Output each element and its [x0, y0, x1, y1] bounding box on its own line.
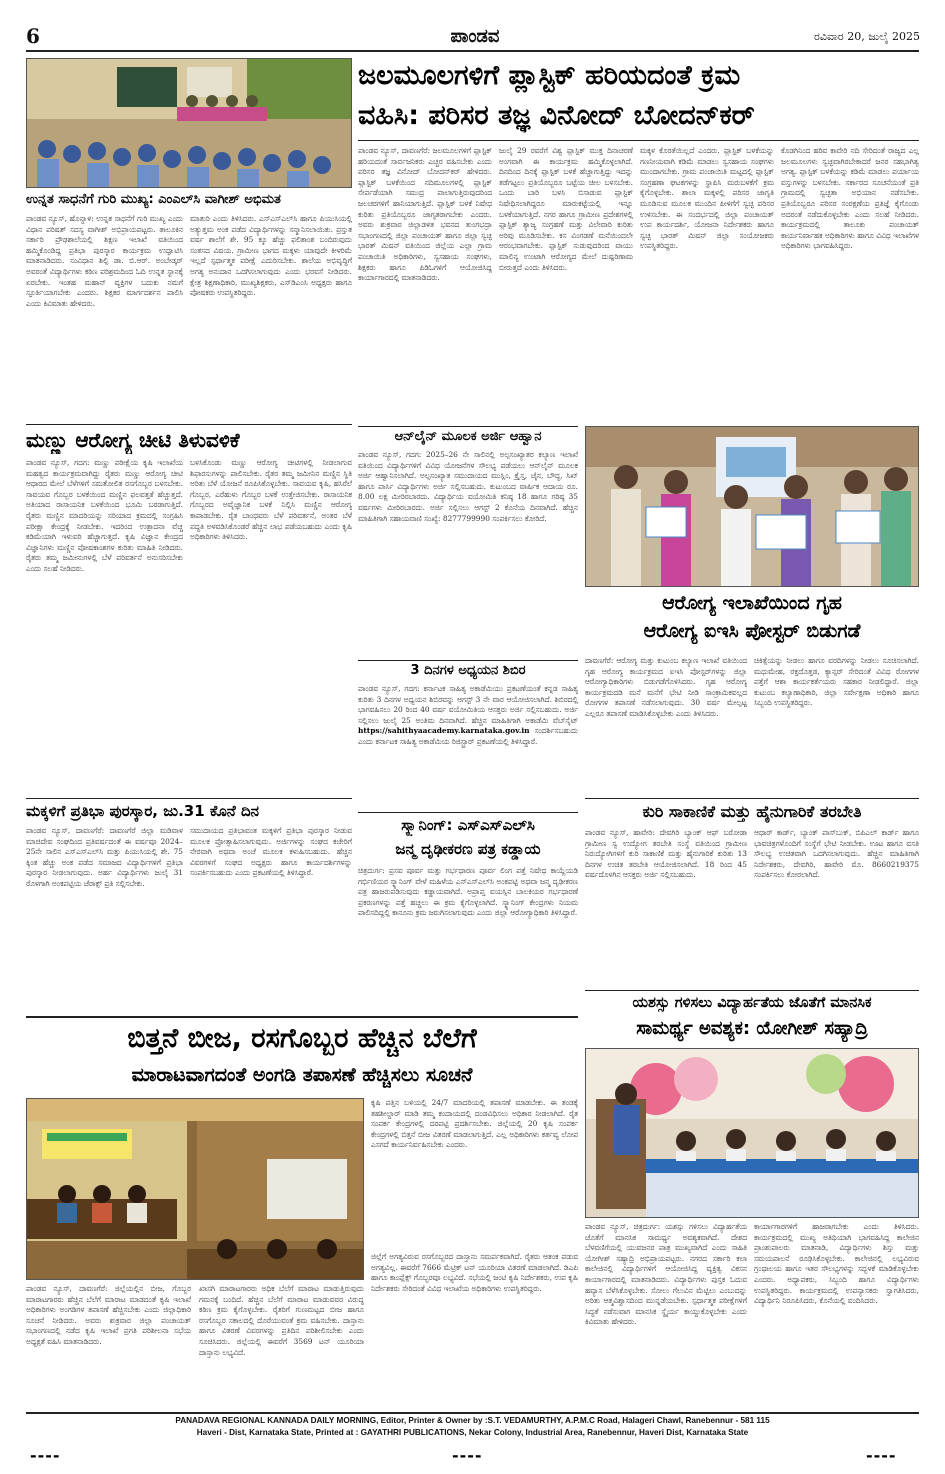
page-mark-left: ----: [30, 1446, 61, 1465]
school-event-illustration: [27, 59, 352, 188]
poultry-headline: ಕುರಿ ಸಾಕಾಣಿಕೆ ಮತ್ತು ಹೈನುಗಾರಿಕೆ ತರಬೇತಿ: [642, 802, 862, 821]
yogeesh-col-2: ಕಾರ್ಯಾಗಾರಗಳಿಗೆ ಹಾಜರಾಗಬೇಕು ಎಂದು ತಿಳಿಸಿದರು. ಕಾರ್ಯಕ್ರಮದಲ್ಲಿ ಮುಖ್ಯ ಅತಿಥಿಯಾಗಿ ಭಾಗವಹಿಸಿದ್ದ ಕಾಲೇಜಿನ ಪ್ರಾಂಶುಪಾಲರು ಮಾತನಾಡಿ, ವಿದ್ಯಾರ್ಥಿಗಳು ಶಿಸ್ತು ಮತ್ತು ಸಮಯಪಾಲನೆ ರೂಢಿಸಿಕೊಳ್ಳಬೇಕು. ಕಾಲೇಜಿನಲ್ಲಿ ಲಭ್ಯವಿರುವ ಗ್ರಂಥಾಲಯ ಹಾಗೂ ಇತರ ಸೌಲಭ್ಯಗಳನ್ನು ಸದ್ಬಳಕೆ ಮಾಡಿಕೊಳ್ಳಬೇಕು ಎಂದರು. ಅಧ್ಯಾಪಕರು, ಸಿಬ್ಬಂದಿ ಹಾಗೂ ವಿದ್ಯಾರ್ಥಿಗಳು ಉಪಸ್ಥಿತರಿದ್ದರು. ಕಾರ್ಯಕ್ರಮದಲ್ಲಿ ಉಪನ್ಯಾಸಕರು ಸ್ವಾಗತಿಸಿದರು, ವಿದ್ಯಾರ್ಥಿನಿ ನಿರೂಪಿಸಿದರು, ಕೊನೆಯಲ್ಲಿ ವಂದಿಸಿದರು.: [754, 1222, 919, 1306]
study-body: [358, 684, 578, 808]
online-headline: ಆನ್‌ಲೈನ್ ಮೂಲಕ ಅರ್ಜಿ ಆಹ್ವಾನ: [394, 429, 542, 444]
health-headline-line1: ಆರೋಗ್ಯ ಇಲಾಖೆಯಿಂದ ಗೃಹ: [662, 592, 842, 614]
plastic-col-3: ಮಕ್ಕಳ ಕೊರತೆಯಿಲ್ಲದೆ ಎಂದರು. ಪ್ಲಾಸ್ಟಿಕ್ ಬಳಕೆಯನ್ನು ಗಣನೀಯವಾಗಿ ಕಡಿಮೆ ಮಾಡಲು ಸ್ವಸಹಾಯ ಸಂಘಗಳು ಮುಂದಾಗಬೇಕು. ಗ್ರಾಮ ಪಂಚಾಯಿತಿ ಮಟ್ಟದಲ್ಲಿ ಪ್ಲಾಸ್ಟಿಕ್ ಸಂಗ್ರಹಣಾ ಘಟಕಗಳನ್ನು ಸ್ಥಾಪಿಸಿ ಮರುಬಳಕೆಗೆ ಕ್ರಮ ಕೈಗೊಳ್ಳಬೇಕು. ಶಾಲಾ ಮಕ್ಕಳಲ್ಲಿ ಪರಿಸರ ಜಾಗೃತಿ ಮೂಡಿಸುವ ಮೂಲಕ ಮುಂದಿನ ಪೀಳಿಗೆಗೆ ಸ್ವಚ್ಛ ಪರಿಸರ ಉಳಿಸಬೇಕು. ಈ ಸಂದರ್ಭದಲ್ಲಿ ಜಿಲ್ಲಾ ಪಂಚಾಯತ್ ಉಪ ಕಾರ್ಯದರ್ಶಿ, ಯೋಜನಾ ನಿರ್ದೇಶಕರು ಹಾಗೂ ಸ್ವಚ್ಛ ಭಾರತ್ ಮಿಷನ್ ಜಿಲ್ಲಾ ಸಂಯೋಜಕರು ಉಪಸ್ಥಿತರಿದ್ದರು.: [640, 146, 774, 251]
section-rule-1: [26, 424, 352, 425]
poultry-top-rule: [585, 798, 919, 799]
seed-top-rule: [26, 1016, 578, 1018]
footer-line-2: Haveri - Dist, Karnataka State, Printed at : GAYATHRI PUBLICATIONS, Nekar Colony, Industrial Area, Ranebennur, Haveri Dist, Karnataka State: [196, 1428, 749, 1437]
masthead-date: ರವಿವಾರ 20, ಜುಲೈ 2025: [814, 30, 920, 43]
study-top-rule: [358, 660, 578, 661]
seed-col-1: ಪಾಂಡವ ನ್ಯೂಸ್, ದಾವಣಗೆರೆ: ಜಿಲ್ಲೆಯಲ್ಲಿನ ಬೀಜ, ಗೊಬ್ಬರ ಮಾರಾಟಗಾರರು ಹೆಚ್ಚಿನ ಬೆಲೆಗೆ ಮಾರಾಟ ಮಾಡದಂತೆ ಕೃಷಿ ಇಲಾಖೆ ಅಧಿಕಾರಿಗಳು ಅಂಗಡಿಗಳ ತಪಾಸಣೆ ಹೆಚ್ಚಿಸಬೇಕು ಎಂದು ಜಿಲ್ಲಾಧಿಕಾರಿ ಸೂಚನೆ ನೀಡಿದರು. ಅವರು ಶುಕ್ರವಾರ ಜಿಲ್ಲಾ ಪಂಚಾಯತ್ ಸಭಾಂಗಣದಲ್ಲಿ ನಡೆದ ಕೃಷಿ ಇಲಾಖೆ ಪ್ರಗತಿ ಪರಿಶೀಲನಾ ಸಭೆಯ ಅಧ್ಯಕ್ಷತೆ ವಹಿಸಿ ಮಾತನಾಡಿದರು.: [26, 1284, 191, 1346]
yogeesh-event-illustration: [586, 1049, 919, 1218]
seed-col-2: ಖಾಸಗಿ ಮಾರಾಟಗಾರರು ಅಧಿಕ ಬೆಲೆಗೆ ಮಾರಾಟ ಮಾಡುತ್ತಿರುವುದು ಗಮನಕ್ಕೆ ಬಂದಿದೆ. ಹೆಚ್ಚಿನ ಬೆಲೆಗೆ ಮಾರಾಟ ಮಾಡುವವರ ವಿರುದ್ಧ ಕಠಿಣ ಕ್ರಮ ಕೈಗೊಳ್ಳಬೇಕು. ರೈತರಿಗೆ ಗುಣಮಟ್ಟದ ಬೀಜ ಹಾಗೂ ರಸಗೊಬ್ಬರ ಸಕಾಲದಲ್ಲಿ ದೊರೆಯುವಂತೆ ಕ್ರಮ ವಹಿಸಬೇಕು. ದಾಸ್ತಾನು ಹಾಗೂ ವಿತರಣೆ ವಿವರಗಳನ್ನು ಪ್ರತಿದಿನ ಪರಿಶೀಲಿಸಬೇಕು ಎಂದು ಸೂಚಿಸಿದರು. ಜಿಲ್ಲೆಯಲ್ಲಿ ಈವರೆಗೆ 3569 ಟನ್ ಯೂರಿಯಾ ದಾಸ್ತಾನು ಲಭ್ಯವಿದೆ.: [199, 1284, 364, 1357]
seed-meeting-photo: [26, 1098, 364, 1280]
health-col-1: ದಾವಣಗೆರೆ: ಆರೋಗ್ಯ ಮತ್ತು ಕುಟುಂಬ ಕಲ್ಯಾಣ ಇಲಾಖೆ ವತಿಯಿಂದ ಗೃಹ ಆರೋಗ್ಯ ಕಾರ್ಯಕ್ರಮದ ಐಇಸಿ ಪೋಸ್ಟರ್‌ಗಳನ್ನು ಜಿಲ್ಲಾ ಆರೋಗ್ಯಾಧಿಕಾರಿಗಳು ಬಿಡುಗಡೆಗೊಳಿಸಿದರು. ಗೃಹ ಆರೋಗ್ಯ ಕಾರ್ಯಕ್ರಮದಡಿ ಮನೆ ಮನೆಗೆ ಭೇಟಿ ನೀಡಿ ಸಾಂಕ್ರಾಮಿಕವಲ್ಲದ ರೋಗಗಳ ತಪಾಸಣೆ ನಡೆಸಲಾಗುವುದು. 30 ವರ್ಷ ಮೇಲ್ಪಟ್ಟ ಎಲ್ಲರೂ ತಪಾಸಣೆ ಮಾಡಿಸಿಕೊಳ್ಳಬೇಕು ಎಂದು ತಿಳಿಸಿದರು.: [585, 656, 747, 718]
soil-col-2: ಬಳಸಿಕೊಂಡು ಮಣ್ಣು ಆರೋಗ್ಯ ಚೀಟಿಗಳಲ್ಲಿ ನೀಡಲಾಗುವ ಶಿಫಾರಸುಗಳನ್ನು ಪಾಲಿಸಬೇಕು. ರೈತರ ತಮ್ಮ ಜಮೀನಿನ ಮಣ್ಣಿನ ಸ್ಥಿತಿ ಅರಿತು ಬೆಳೆ ಯೋಜನೆ ರೂಪಿಸಿಕೊಳ್ಳಬೇಕು. ಸಾವಯವ ಕೃಷಿ, ಹಸಿರೆಲೆ ಗೊಬ್ಬರ, ಎರೆಹುಳು ಗೊಬ್ಬರ ಬಳಕೆ ಉತ್ತೇಜಿಸಬೇಕು. ರಾಸಾಯನಿಕ ಗೊಬ್ಬರದ ಅವೈಜ್ಞಾನಿಕ ಬಳಕೆ ನಿಲ್ಲಿಸಿ ಮಣ್ಣಿನ ಆರೋಗ್ಯ ಕಾಪಾಡಬೇಕು. ರೈತ ಬಾಂಧವರು ಬೆಳೆ ಪರಿವರ್ತನೆ, ಅಂತರ ಬೆಳೆ ಪದ್ಧತಿ ಅಳವಡಿಸಿಕೊಂಡರೆ ಹೆಚ್ಚಿನ ಲಾಭ ಪಡೆಯಬಹುದು ಎಂದು ಕೃಷಿ ಅಧಿಕಾರಿಗಳು ತಿಳಿಸಿದರು.: [190, 458, 352, 542]
health-headline-line2: ಆರೋಗ್ಯ ಐಇಸಿ ಪೋಸ್ಟರ್ ಬಿಡುಗಡೆ: [643, 620, 861, 642]
seed-meeting-illustration: [27, 1099, 364, 1280]
plastic-headline-line1: ಜಲಮೂಲಗಳಿಗೆ ಪ್ಲಾಸ್ಟಿಕ್ ಹರಿಯದಂತೆ ಕ್ರಮ: [358, 60, 741, 91]
study-headline: 3 ದಿನಗಳ ಅಧ್ಯಯನ ಶಿಬಿರ: [410, 663, 526, 678]
study-tail: ಸಂದರ್ಶಿಸಬಹುದು ಎಂದು ಕರ್ನಾಟಕ ಸಾಹಿತ್ಯ ಅಕಾಡೆಮಿಯ ರಿಜಿಸ್ಟ್ರಾರ್ ಪ್ರಕಟಣೆಯಲ್ಲಿ ತಿಳಿಸಿದ್ದಾರೆ.: [358, 726, 578, 746]
masthead-title: ಪಾಂಡವ: [450, 26, 500, 47]
poster-release-illustration: [586, 427, 919, 587]
scan-top-rule: [358, 812, 578, 813]
yogeesh-event-photo: [585, 1048, 919, 1218]
mla-col-2: ಮಾತುರಿ ಎಂದು ತಿಳಿಸಿದರು. ಎಸ್ಎಸ್ಎಲ್‌ಸಿ ಹಾಗೂ ಪಿಯುಸಿಯಲ್ಲಿ ಅತ್ಯುತ್ತಮ ಅಂಕ ಪಡೆದ ವಿದ್ಯಾರ್ಥಿಗಳನ್ನು ಸನ್ಮಾನಿಸಲಾಯಿತು. ಪ್ರಸ್ತುತ ವರ್ಷ ಶಾಲೆಗೆ ಶೇ. 95 ಕ್ಕೂ ಹೆಚ್ಚು ಫಲಿತಾಂಶ ಬಂದಿರುವುದು ಸಂತಸದ ವಿಷಯ. ಗ್ರಾಮೀಣ ಭಾಗದ ಮಕ್ಕಳು ಯಾವುದೇ ಕೀಳರಿಮೆ ಇಲ್ಲದೆ ಸ್ಪರ್ಧಾತ್ಮಕ ಪರೀಕ್ಷೆ ಎದುರಿಸಬೇಕು. ಶಾಲೆಯ ಅಭಿವೃದ್ಧಿಗೆ ಅಗತ್ಯ ಅನುದಾನ ಒದಗಿಸಲಾಗುವುದು ಎಂದು ಭರವಸೆ ನೀಡಿದರು. ಕ್ಷೇತ್ರ ಶಿಕ್ಷಣಾಧಿಕಾರಿ, ಮುಖ್ಯಶಿಕ್ಷಕರು, ಎಸ್‌ಡಿಎಂಸಿ ಅಧ್ಯಕ್ಷರು ಹಾಗೂ ಪೋಷಕರು ಉಪಸ್ಥಿತರಿದ್ದರು.: [190, 214, 352, 298]
study-body-text: ಪಾಂಡವ ನ್ಯೂಸ್, ಗದಗ: ಕರ್ನಾಟಕ ಸಾಹಿತ್ಯ ಅಕಾಡೆಮಿಯು ಪ್ರಕಟಣೆಯಂತೆ ಕನ್ನಡ ಸಾಹಿತ್ಯ ಕುರಿತು 3 ದಿನಗಳ ಅಧ್ಯಯನ ಶಿಬಿರವನ್ನು ಆಗಸ್ಟ್ 3 ನೇ ವಾರ ಆಯೋಜಿಸಲಾಗಿದೆ. ಶಿಬಿರದಲ್ಲಿ ಭಾಗವಹಿಸಲು 20 ರಿಂದ 40 ವರ್ಷ ವಯೋಮಿತಿಯ ಆಸಕ್ತರು ಅರ್ಜಿ ಸಲ್ಲಿಸಬಹುದು. ಅರ್ಜಿ ಸಲ್ಲಿಸಲು ಜುಲೈ 25 ಅಂತಿಮ ದಿನವಾಗಿದೆ. ಹೆಚ್ಚಿನ ಮಾಹಿತಿಗಾಗಿ ಅಕಾಡೆಮಿ ವೆಬ್‌ಸೈಟ್: [358, 684, 578, 725]
footer-line-1: PANADAVA REGIONAL KANNADA DAILY MORNING, Editor, Printer & Owner by :S.T. VEDAMURTHY, A.P.M.C Road, Halageri Chawl, Ranebennur - 581 115: [175, 1416, 770, 1425]
school-event-photo: [26, 58, 352, 188]
poultry-col-1: ಪಾಂಡವ ನ್ಯೂಸ್, ಹಾವೇರಿ: ದೇವಗಿರಿ ಬ್ಯಾಂಕ್ ಆಫ್ ಬರೋಡಾ ಗ್ರಾಮೀಣ ಸ್ವ ಉದ್ಯೋಗ ತರಬೇತಿ ಸಂಸ್ಥೆ ವತಿಯಿಂದ ಗ್ರಾಮೀಣ ನಿರುದ್ಯೋಗಿಗಳಿಗೆ ಕುರಿ ಸಾಕಾಣಿಕೆ ಮತ್ತು ಹೈನುಗಾರಿಕೆ ಕುರಿತು 13 ದಿನಗಳ ಉಚಿತ ತರಬೇತಿ ಆಯೋಜಿಸಲಾಗಿದೆ. 18 ರಿಂದ 45 ವರ್ಷದೊಳಗಿನ ಆಸಕ್ತರು ಅರ್ಜಿ ಸಲ್ಲಿಸಬಹುದು.: [585, 828, 747, 880]
poster-release-photo: [585, 426, 919, 587]
online-top-rule: [358, 426, 578, 427]
study-url[interactable]: https://sahithyaacademy.karnataka.gov.in: [358, 726, 530, 736]
footer-rule: [26, 1412, 919, 1414]
poultry-col-2: ಆಧಾರ್ ಕಾರ್ಡ್, ಬ್ಯಾಂಕ್ ಪಾಸ್‌ಬುಕ್, ಬಿಪಿಎಲ್ ಕಾರ್ಡ್ ಹಾಗೂ ಭಾವಚಿತ್ರಗಳೊಂದಿಗೆ ಸಂಸ್ಥೆಗೆ ಭೇಟಿ ನೀಡಬೇಕು. ಊಟ ಹಾಗೂ ವಸತಿ ಸೌಲಭ್ಯ ಉಚಿತವಾಗಿ ಒದಗಿಸಲಾಗುವುದು. ಹೆಚ್ಚಿನ ಮಾಹಿತಿಗಾಗಿ ನಿರ್ದೇಶಕರು, ದೇವಗಿರಿ, ಹಾವೇರಿ ಮೊ. 8660219375 ಸಂಪರ್ಕಿಸಲು ಕೋರಲಾಗಿದೆ.: [754, 828, 919, 880]
prize-col-1: ಪಾಂಡವ ನ್ಯೂಸ್, ದಾವಣಗೆರೆ: ದಾವಣಗೆರೆ ಜಿಲ್ಲಾ ಮಡಿವಾಳ ಮಾಚಿದೇವ ಸಂಘದಿಂದ ಪ್ರತಿವರ್ಷದಂತೆ ಈ ವರ್ಷವೂ 2024–25ನೇ ಸಾಲಿನ ಎಸ್ಎಸ್ಎಲ್‌ಸಿ ಮತ್ತು ಪಿಯುಸಿಯಲ್ಲಿ ಶೇ. 75 ಕ್ಕಿಂತ ಹೆಚ್ಚು ಅಂಕ ಪಡೆದ ಸಮಾಜದ ವಿದ್ಯಾರ್ಥಿಗಳಿಗೆ ಪ್ರತಿಭಾ ಪುರಸ್ಕಾರ ನೀಡಲಾಗುವುದು. ಅರ್ಹ ವಿದ್ಯಾರ್ಥಿಗಳು ಜುಲೈ 31 ರೊಳಗಾಗಿ ಅಂಕಪಟ್ಟಿಯ ಜೆರಾಕ್ಸ್ ಪ್ರತಿ ಸಲ್ಲಿಸಬೇಕು.: [26, 826, 183, 888]
seed-col-3: ಕೃಷಿ ಪತ್ತಿನ ಬಳಿಯಲ್ಲಿ 24/7 ಮಾದರಿಯಲ್ಲಿ ತಪಾಸಣೆ ಮಾಡಬೇಕು. ಈ ತಂಡಕ್ಕೆ ತಹಶೀಲ್ದಾರ್ ಮಾಡಿ ತಮ್ಮ ಕಂದಾಯದಲ್ಲಿ ದಂಡವಿಧಿಸಲು ಅಧಿಕಾರ ನೀಡಲಾಗಿದೆ. ರೈತ ಸಂಪರ್ಕ ಕೇಂದ್ರಗಳಲ್ಲಿ ದರಪಟ್ಟಿ ಪ್ರದರ್ಶಿಸಬೇಕು. ಜಿಲ್ಲೆಯಲ್ಲಿ 20 ಕೃಷಿ ಸಂಪರ್ಕ ಕೇಂದ್ರಗಳಲ್ಲಿ ಬಿತ್ತನೆ ಬೀಜ ವಿತರಣೆ ಮಾಡಲಾಗುತ್ತಿದೆ. ಎಲ್ಲ ಅಧಿಕಾರಿಗಳು ಕರ್ತವ್ಯ ಲೋಪ ಎಸಗದೆ ಕಾರ್ಯನಿರ್ವಹಿಸಬೇಕು ಎಂದರು.: [371, 1098, 578, 1150]
masthead-rule: [26, 50, 919, 52]
masthead: [0, 0, 945, 54]
prize-top-rule: [26, 798, 352, 799]
prize-col-2: ಸಮುದಾಯದ ಪ್ರತಿಭಾವಂತ ಮಕ್ಕಳಿಗೆ ಪ್ರತಿಭಾ ಪುರಸ್ಕಾರ ನೀಡುವ ಮೂಲಕ ಪ್ರೋತ್ಸಾಹಿಸಲಾಗುವುದು. ಅರ್ಜಿಗಳನ್ನು ಸಂಘದ ಕಚೇರಿಗೆ ನೇರವಾಗಿ ಅಥವಾ ಅಂಚೆ ಮೂಲಕ ಕಳುಹಿಸಬಹುದು. ಹೆಚ್ಚಿನ ವಿವರಗಳಿಗೆ ಸಂಘದ ಅಧ್ಯಕ್ಷರು ಹಾಗೂ ಕಾರ್ಯದರ್ಶಿಗಳನ್ನು ಸಂಪರ್ಕಿಸಬಹುದು ಎಂದು ಪ್ರಕಟಣೆಯಲ್ಲಿ ತಿಳಿಸಿದ್ದಾರೆ.: [190, 826, 352, 878]
seed-headline-line1: ಬಿತ್ತನೆ ಬೀಜ, ರಸಗೊಬ್ಬರ ಹೆಚ್ಚಿನ ಬೆಲೆಗೆ: [127, 1023, 477, 1054]
yogeesh-headline-line1: ಯಶಸ್ಸು ಗಳಿಸಲು ವಿದ್ಯಾರ್ಹತೆಯ ಜೊತೆಗೆ ಮಾನಸಿಕ: [632, 995, 872, 1011]
yogeesh-top-rule: [585, 990, 919, 991]
soil-col-1: ಪಾಂಡವ ನ್ಯೂಸ್, ಗದಗ: ಮಣ್ಣು ಪರೀಕ್ಷೆಯ ಕೃಷಿ ಇಲಾಖೆಯ ಮಹತ್ವದ ಕಾರ್ಯಕ್ರಮವಾಗಿದ್ದು ರೈತರು ಮಣ್ಣು ಆರೋಗ್ಯ ಚೀಟಿ ಆಧಾರದ ಮೇಲೆ ಬೆಳೆಗಳಿಗೆ ಸಮತೋಲಿತ ರಸಗೊಬ್ಬರ ಬಳಸಬೇಕು. ಸಾವಯವ ಗೊಬ್ಬರ ಬಳಕೆಯಿಂದ ಮಣ್ಣಿನ ಫಲವತ್ತತೆ ಹೆಚ್ಚುತ್ತದೆ. ಅತಿಯಾದ ರಾಸಾಯನಿಕ ಬಳಕೆಯಿಂದ ಭೂಮಿ ಬರಡಾಗುತ್ತಿದೆ. ರೈತರು ಮಣ್ಣಿನ ಮಾದರಿಯನ್ನು ಸರಿಯಾದ ಕ್ರಮದಲ್ಲಿ ಸಂಗ್ರಹಿಸಿ ಪರೀಕ್ಷಾ ಕೇಂದ್ರಕ್ಕೆ ನೀಡಬೇಕು. ಇದರಿಂದ ಉತ್ಪಾದನಾ ವೆಚ್ಚ ಕಡಿಮೆಯಾಗಿ ಇಳುವರಿ ಹೆಚ್ಚಾಗುತ್ತದೆ. ಕೃಷಿ ವಿಜ್ಞಾನ ಕೇಂದ್ರದ ವಿಜ್ಞಾನಿಗಳು ಮಣ್ಣಿನ ಪೋಷಕಾಂಶಗಳ ಕುರಿತು ಮಾಹಿತಿ ನೀಡಿದರು. ರೈತರು ತಮ್ಮ ಜಮೀನುಗಳಲ್ಲಿ ಬೆಳೆ ಪರಿವರ್ತನೆ ಅನುಸರಿಸಬೇಕು ಎಂದು ಸಲಹೆ ನೀಡಿದರು.: [26, 458, 183, 573]
page-number: 6: [26, 24, 40, 48]
plastic-col-2: ಜುಲೈ 29 ರವರೆಗೆ ವಿಶ್ವ ಪ್ಲಾಸ್ಟಿಕ್ ಮುಕ್ತ ದಿನಾಚರಣೆ ಅಂಗವಾಗಿ ಈ ಕಾರ್ಯಕ್ರಮ ಹಮ್ಮಿಕೊಳ್ಳಲಾಗಿದೆ. ದಿನದಿಂದ ದಿನಕ್ಕೆ ಪ್ಲಾಸ್ಟಿಕ್ ಬಳಕೆ ಹೆಚ್ಚಾಗುತ್ತಿದ್ದು ಇದನ್ನು ತಡೆಗಟ್ಟಲು ಪ್ರತಿಯೊಬ್ಬರೂ ಬಟ್ಟೆಯ ಚೀಲ ಬಳಸಬೇಕು. ಒಂದು ಬಾರಿ ಬಳಸಿ ಬಿಸಾಡುವ ಪ್ಲಾಸ್ಟಿಕ್ ನಿಷೇಧಿಸಲಾಗಿದ್ದರೂ ಮಾರುಕಟ್ಟೆಯಲ್ಲಿ ಇನ್ನೂ ಬಳಕೆಯಾಗುತ್ತಿದೆ. ನಗರ ಹಾಗೂ ಗ್ರಾಮೀಣ ಪ್ರದೇಶಗಳಲ್ಲಿ ಪ್ಲಾಸ್ಟಿಕ್ ತ್ಯಾಜ್ಯ ಸಂಗ್ರಹಣೆ ಮತ್ತು ವಿಲೇವಾರಿ ಕುರಿತು ಅರಿವು ಮೂಡಿಸಬೇಕು. ಕಸ ವಿಂಗಡಣೆ ಮನೆಯಿಂದಲೇ ಆರಂಭವಾಗಬೇಕು. ಪ್ಲಾಸ್ಟಿಕ್ ಸುಡುವುದರಿಂದ ವಾಯು ಮಾಲಿನ್ಯ ಉಂಟಾಗಿ ಆರೋಗ್ಯದ ಮೇಲೆ ದುಷ್ಪರಿಣಾಮ ಬೀರುತ್ತದೆ ಎಂದು ತಿಳಿಸಿದರು.: [499, 146, 633, 272]
soil-headline: ಮಣ್ಣು ಆರೋಗ್ಯ ಚೀಟಿ ತಿಳುವಳಿಕೆ: [26, 428, 240, 452]
page-mark-right: ----: [866, 1446, 897, 1465]
prize-headline: ಮಕ್ಕಳಿಗೆ ಪ್ರತಿಭಾ ಪುರಸ್ಕಾರ, ಜು.31 ಕೊನೆ ದಿನ: [26, 802, 259, 820]
plastic-col-4: ಕೊಡಗಿನಿಂದ ಹರಿವ ಕಾವೇರಿ ನದಿ ಸೇರಿದಂತೆ ರಾಜ್ಯದ ಎಲ್ಲ ಜಲಮೂಲಗಳು ಸ್ವಚ್ಛವಾಗಿರಬೇಕಾದರೆ ಜನರ ಸಹಭಾಗಿತ್ವ ಅಗತ್ಯ. ಪ್ಲಾಸ್ಟಿಕ್ ಬಳಕೆಯನ್ನು ಕಡಿಮೆ ಮಾಡಲು ಪರ್ಯಾಯ ವಸ್ತುಗಳನ್ನು ಬಳಸಬೇಕು. ಸರ್ಕಾರದ ಸೂಚನೆಯಂತೆ ಪ್ರತಿ ಗ್ರಾಮದಲ್ಲಿ ಸ್ವಚ್ಛತಾ ಅಭಿಯಾನ ನಡೆಸಬೇಕು. ಪ್ರತಿಯೊಬ್ಬರೂ ಪರಿಸರ ಸಂರಕ್ಷಣೆಯ ಪ್ರತಿಜ್ಞೆ ಕೈಗೊಂಡು ಅದರಂತೆ ನಡೆದುಕೊಳ್ಳಬೇಕು ಎಂದು ಸಲಹೆ ನೀಡಿದರು. ಕಾರ್ಯಕ್ರಮದಲ್ಲಿ ತಾಲೂಕು ಪಂಚಾಯತ್ ಕಾರ್ಯನಿರ್ವಾಹಕ ಅಧಿಕಾರಿಗಳು ಹಾಗೂ ವಿವಿಧ ಇಲಾಖೆಗಳ ಅಧಿಕಾರಿಗಳು ಭಾಗವಹಿಸಿದ್ದರು.: [781, 146, 919, 251]
plastic-col-1: ಪಾಂಡವ ನ್ಯೂಸ್, ದಾವಣಗೆರೆ: ಜಲಮೂಲಗಳಿಗೆ ಪ್ಲಾಸ್ಟಿಕ್ ಹರಿಯದಂತೆ ಸಾರ್ವಜನಿಕರು ಎಚ್ಚರ ವಹಿಸಬೇಕು ಎಂದು ಪರಿಸರ ತಜ್ಞ ವಿನೋದ್ ಬೋದನ್‌ಕರ್ ಹೇಳಿದರು. ಪ್ಲಾಸ್ಟಿಕ್ ಬಳಕೆಯಿಂದ ನದಿಮೂಲಗಳಲ್ಲಿ ಪ್ಲಾಸ್ಟಿಕ್ ಸೇರ್ಪಡೆಯಾಗಿ ಸಮುದ್ರ ಪಾಲಾಗುತ್ತಿರುವುದರಿಂದ ಜಲಚರಗಳಿಗೆ ಹಾನಿಯಾಗುತ್ತಿದೆ. ಪ್ಲಾಸ್ಟಿಕ್ ಬಳಕೆ ನಿಷೇಧ ಕುರಿತು ಪ್ರತಿಯೊಬ್ಬರೂ ಜಾಗೃತರಾಗಬೇಕು ಎಂದರು. ಅವರು ಶುಕ್ರವಾರ ಜಿಲ್ಲಾಡಳಿತ ಭವನದ ತುಂಗಭದ್ರಾ ಸಭಾಂಗಣದಲ್ಲಿ ಜಿಲ್ಲಾ ಪಂಚಾಯತ್ ಹಾಗೂ ಜಿಲ್ಲಾ ಸ್ವಚ್ಛ ಭಾರತ್ ಮಿಷನ್ ವತಿಯಿಂದ ಜಿಲ್ಲೆಯ ಎಲ್ಲಾ ಗ್ರಾಮ ಪಂಚಾಯಿತಿ ಅಧಿಕಾರಿಗಳು, ಸ್ವಸಹಾಯ ಸಂಘಗಳು, ಶಿಕ್ಷಕರು ಹಾಗೂ ಪಿಡಿಓಗಳಿಗೆ ಆಯೋಜಿಸಿದ್ದ ಕಾರ್ಯಾಗಾರದಲ್ಲಿ ಮಾತನಾಡಿದರು.: [358, 146, 492, 283]
health-col-2: ಚಿಕಿತ್ಸೆಯನ್ನು ನೀಡಲು ಹಾಗೂ ವರದಿಗಳನ್ನು ನೀಡಲು ಸೂಚಿಸಲಾಗಿದೆ. ಮಧುಮೇಹ, ರಕ್ತದೊತ್ತಡ, ಕ್ಯಾನ್ಸರ್ ಸೇರಿದಂತೆ ವಿವಿಧ ರೋಗಗಳ ಪತ್ತೆಗೆ ಆಶಾ ಕಾರ್ಯಕರ್ತೆಯರು ಸಹಕಾರ ನೀಡಲಿದ್ದಾರೆ. ಜಿಲ್ಲಾ ಕುಟುಂಬ ಕಲ್ಯಾಣಾಧಿಕಾರಿ, ಜಿಲ್ಲಾ ಸರ್ವೇಕ್ಷಣಾ ಅಧಿಕಾರಿ ಹಾಗೂ ಸಿಬ್ಬಂದಿ ಉಪಸ್ಥಿತರಿದ್ದರು.: [754, 656, 919, 708]
seed-headline-line2: ಮಾರಾಟವಾಗದಂತೆ ಅಂಗಡಿ ತಪಾಸಣೆ ಹೆಚ್ಚಿಸಲು ಸೂಚನೆ: [131, 1064, 473, 1086]
scan-headline-line2: ಜನ್ಮ ದೃಢೀಕರಣ ಪತ್ರ ಕಡ್ಡಾಯ: [395, 840, 541, 858]
mla-col-1: ಪಾಂಡವ ನ್ಯೂಸ್, ಹೊನ್ನಾಳಿ: ಉನ್ನತ ಸಾಧನೆಗೆ ಗುರಿ ಮುಖ್ಯ ಎಂದು ವಿಧಾನ ಪರಿಷತ್ ಸದಸ್ಯ ವಾಗೀಶ್ ಅಭಿಪ್ರಾಯಪಟ್ಟರು. ತಾಲೂಕಿನ ಸರ್ಕಾರಿ ಪ್ರೌಢಶಾಲೆಯಲ್ಲಿ ಶಿಕ್ಷಣ ಇಲಾಖೆ ವತಿಯಿಂದ ಹಮ್ಮಿಕೊಂಡಿದ್ದ ಪ್ರತಿಭಾ ಪುರಸ್ಕಾರ ಕಾರ್ಯಕ್ರಮ ಉದ್ಘಾಟಿಸಿ ಮಾತನಾಡಿದರು. ಸಂವಿಧಾನ ಶಿಲ್ಪಿ ಡಾ. ಬಿ.ಆರ್. ಅಂಬೇಡ್ಕರ್ ಅವರಂತೆ ವಿದ್ಯಾರ್ಥಿಗಳು ಕಠಿಣ ಪರಿಶ್ರಮದಿಂದ ಓದಿ ಉನ್ನತ ಸ್ಥಾನಕ್ಕೆ ಏರಬೇಕು. ಇಂತಹ ಮಹಾನ್ ವ್ಯಕ್ತಿಗಳ ಬದುಕು ನಮಗೆ ಸ್ಫೂರ್ತಿಯಾಗಬೇಕು ಎಂದರು. ಶಿಕ್ಷಕರ ಮಾರ್ಗದರ್ಶನ ಪಾಲಿಸಿ ಎಂದು ಕಿವಿಮಾತು ಹೇಳಿದರು.: [26, 214, 183, 308]
online-body: ಪಾಂಡವ ನ್ಯೂಸ್, ಗದಗ: 2025–26 ನೇ ಸಾಲಿನಲ್ಲಿ ಅಲ್ಪಸಂಖ್ಯಾತರ ಕಲ್ಯಾಣ ಇಲಾಖೆ ವತಿಯಿಂದ ವಿದ್ಯಾರ್ಥಿಗಳಿಗೆ ವಿವಿಧ ಯೋಜನೆಗಳ ಸೌಲಭ್ಯ ಪಡೆಯಲು ಆನ್‌ಲೈನ್ ಮೂಲಕ ಅರ್ಜಿ ಆಹ್ವಾನಿಸಲಾಗಿದೆ. ಅಲ್ಪಸಂಖ್ಯಾತ ಸಮುದಾಯದ ಮುಸ್ಲಿಂ, ಕ್ರೈಸ್ತ, ಜೈನ, ಬೌದ್ಧ, ಸಿಖ್ ಹಾಗೂ ಪಾರ್ಸಿ ವಿದ್ಯಾರ್ಥಿಗಳು ಅರ್ಜಿ ಸಲ್ಲಿಸಬಹುದು. ಕುಟುಂಬದ ವಾರ್ಷಿಕ ಆದಾಯ ರೂ. 8.00 ಲಕ್ಷ ಮೀರಿರಬಾರದು. ವಿದ್ಯಾರ್ಥಿಯ ವಯೋಮಿತಿ ಕನಿಷ್ಠ 18 ಹಾಗೂ ಗರಿಷ್ಠ 35 ವರ್ಷಗಳು ಮೀರಿರಬಾರದು. ಅರ್ಜಿ ಸಲ್ಲಿಸಲು ಆಗಸ್ಟ್ 2 ಕೊನೆಯ ದಿನವಾಗಿದೆ. ಹೆಚ್ಚಿನ ಮಾಹಿತಿಗಾಗಿ ಸಹಾಯವಾಣಿ ಸಂಖ್ಯೆ: 8277799990 ಸಂಪರ್ಕಿಸಲು ಕೋರಿದೆ.: [358, 450, 578, 523]
seed-col-4: ಜಿಲ್ಲೆಗೆ ಅಗತ್ಯವಿರುವ ರಸಗೊಬ್ಬರದ ದಾಸ್ತಾನು ಸಮರ್ಪಕವಾಗಿದೆ. ರೈತರು ಆತಂಕ ಪಡುವ ಅಗತ್ಯವಿಲ್ಲ. ಈವರೆಗೆ 7666 ಮೆಟ್ರಿಕ್ ಟನ್ ಯೂರಿಯಾ ವಿತರಣೆ ಮಾಡಲಾಗಿದೆ. ಡಿಎಪಿ ಹಾಗೂ ಕಾಂಪ್ಲೆಕ್ಸ್ ಗೊಬ್ಬರವೂ ಲಭ್ಯವಿದೆ. ಸಭೆಯಲ್ಲಿ ಜಂಟಿ ಕೃಷಿ ನಿರ್ದೇಶಕರು, ಉಪ ಕೃಷಿ ನಿರ್ದೇಶಕರು ಸೇರಿದಂತೆ ವಿವಿಧ ಇಲಾಖೆಯ ಅಧಿಕಾರಿಗಳು ಉಪಸ್ಥಿತರಿದ್ದರು.: [371, 1252, 578, 1293]
yogeesh-col-1: ಪಾಂಡವ ನ್ಯೂಸ್, ಚಿತ್ರದುರ್ಗ: ಯಶಸ್ಸು ಗಳಿಸಲು ವಿದ್ಯಾರ್ಹತೆಯ ಜೊತೆಗೆ ಮಾನಸಿಕ ಸಾಮರ್ಥ್ಯ ಅವಶ್ಯಕವಾಗಿದೆ. ದೇಶದ ಬೆಳವಣಿಗೆಯಲ್ಲಿ ಯುವಜನರ ಪಾತ್ರ ಮುಖ್ಯವಾಗಿದೆ ಎಂದು ಸಾಹಿತಿ ಯೋಗೀಶ್ ಸಹ್ಯಾದ್ರಿ ಅಭಿಪ್ರಾಯಪಟ್ಟರು. ನಗರದ ಸರ್ಕಾರಿ ಕಲಾ ಕಾಲೇಜಿನಲ್ಲಿ ವಿದ್ಯಾರ್ಥಿಗಳಿಗೆ ಆಯೋಜಿಸಿದ್ದ ವ್ಯಕ್ತಿತ್ವ ವಿಕಸನ ಕಾರ್ಯಾಗಾರದಲ್ಲಿ ಮಾತನಾಡಿದರು. ವಿದ್ಯಾರ್ಥಿಗಳು ಪುಸ್ತಕ ಓದುವ ಹವ್ಯಾಸ ಬೆಳೆಸಿಕೊಳ್ಳಬೇಕು. ಸೋಲು ಗೆಲುವಿನ ಮೆಟ್ಟಿಲು ಎಂಬುದನ್ನು ಅರಿತು ಆತ್ಮವಿಶ್ವಾಸದಿಂದ ಮುನ್ನಡೆಯಬೇಕು. ಸ್ಪರ್ಧಾತ್ಮಕ ಪರೀಕ್ಷೆಗಳಿಗೆ ಸಿದ್ಧತೆ ನಡೆಸುವಾಗ ಮಾನಸಿಕ ಸ್ಥೈರ್ಯ ಕಾಯ್ದುಕೊಳ್ಳಬೇಕು ಎಂದು ಕಿವಿಮಾತು ಹೇಳಿದರು.: [585, 1222, 747, 1327]
scan-headline-line1: ಸ್ಕ್ಯಾನಿಂಗ್: ಎಸ್‌ಎಸ್‌ಎಲ್‌ಸಿ: [401, 816, 535, 834]
yogeesh-headline-line2: ಸಾಮರ್ಥ್ಯ ಅವಶ್ಯಕ: ಯೋಗೀಶ್ ಸಹ್ಯಾದ್ರಿ: [636, 1018, 868, 1039]
mla-headline: ಉನ್ನತ ಸಾಧನೆಗೆ ಗುರಿ ಮುಖ್ಯ: ಎಂಎಲ್‌ಸಿ ವಾಗೀಶ್ ಅಭಿಮತ: [26, 192, 281, 207]
scan-body: ಚಿತ್ರದುರ್ಗ: ಪ್ರಸವ ಪೂರ್ವ ಮತ್ತು ಗರ್ಭಧಾರಣ ಪೂರ್ವ ಲಿಂಗ ಪತ್ತೆ ನಿಷೇಧ ಕಾಯ್ದೆಯಡಿ ಗರ್ಭಿಣಿಯರ ಸ್ಕ್ಯಾನಿಂಗ್ ವೇಳೆ ಮಹಿಳೆಯ ಎಸ್‌ಎಸ್‌ಎಲ್‌ಸಿ ಅಂಕಪಟ್ಟಿ ಅಥವಾ ಜನ್ಮ ದೃಢೀಕರಣ ಪತ್ರ ಹಾಜರುಪಡಿಸುವುದು ಕಡ್ಡಾಯವಾಗಿದೆ. ಅಪ್ರಾಪ್ತ ವಯಸ್ಸಿನ ಬಾಲಕಿಯರ ಗರ್ಭಧಾರಣೆ ಪ್ರಕರಣಗಳನ್ನು ಪತ್ತೆ ಹಚ್ಚಲು ಈ ಕ್ರಮ ಕೈಗೊಳ್ಳಲಾಗಿದೆ. ಸ್ಕ್ಯಾನಿಂಗ್ ಕೇಂದ್ರಗಳು ನಿಯಮ ಪಾಲಿಸದಿದ್ದಲ್ಲಿ ಕಾನೂನು ಕ್ರಮ ಜರುಗಿಸಲಾಗುವುದು ಎಂದು ಜಿಲ್ಲಾ ಆರೋಗ್ಯಾಧಿಕಾರಿ ತಿಳಿಸಿದ್ದಾರೆ.: [358, 866, 578, 918]
plastic-headline-line2: ವಹಿಸಿ: ಪರಿಸರ ತಜ್ಞ ವಿನೋದ್ ಬೋದನ್‌ಕರ್: [358, 100, 755, 131]
page-mark-center: ----: [452, 1446, 483, 1465]
plastic-headline-rule: [358, 140, 919, 141]
